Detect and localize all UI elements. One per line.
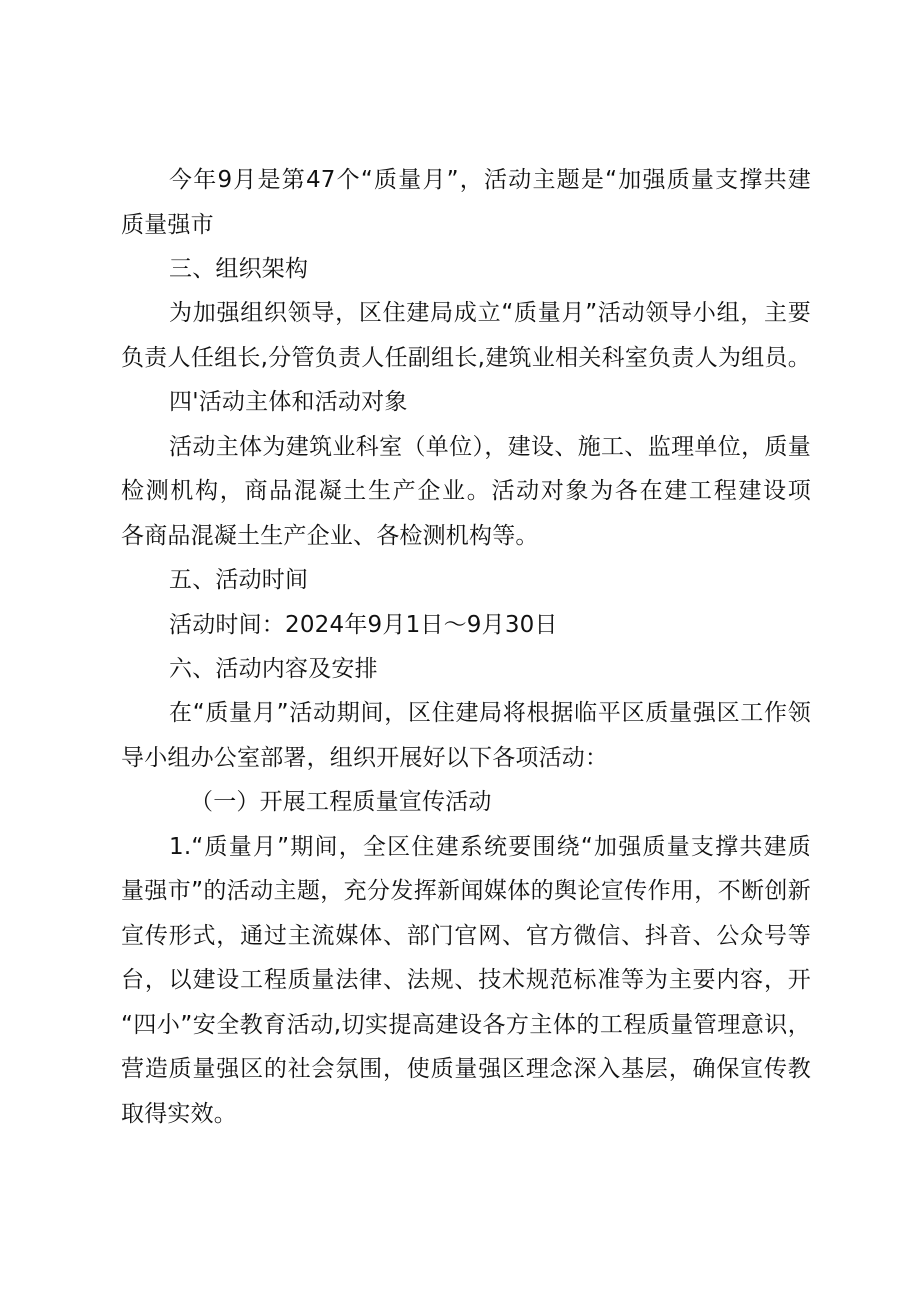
- paragraph-publicity-line-1: 1.“质量月”期间，全区住建系统要围绕“加强质量支撑共建质: [169, 834, 811, 860]
- paragraph-organization-line-1: 为加强组织领导，区住建局成立“质量月”活动领导小组，主要: [169, 300, 811, 326]
- paragraph-organization-line-2: 负责人任组长,分管负责人任副组长,建筑业相关科室负责人为组员。: [121, 345, 811, 371]
- paragraph-time: 活动时间：2024年9月1日〜9月30日: [169, 612, 558, 638]
- paragraph-publicity-line-5: “四小”安全教育活动,切实提高建设各方主体的工程质量管理意识，: [121, 1012, 811, 1038]
- subheading-publicity: （一）开展工程质量宣传活动: [190, 789, 492, 815]
- paragraph-subjects-line-2: 检测机构，商品混凝土生产企业。活动对象为各在建工程建设项: [121, 478, 811, 504]
- paragraph-theme-line-1: 今年9月是第47个“质量月”，活动主题是“加强质量支撑共建: [169, 167, 811, 193]
- paragraph-publicity-line-7: 取得实效。: [121, 1101, 237, 1127]
- paragraph-publicity-line-3: 宣传形式，通过主流媒体、部门官网、官方微信、抖音、公众号等: [121, 923, 811, 949]
- paragraph-subjects-line-1: 活动主体为建筑业科室（单位），建设、施工、监理单位，质量: [169, 434, 811, 460]
- paragraph-content-line-2: 导小组办公室部署，组织开展好以下各项活动：: [121, 745, 609, 771]
- heading-content: 六、活动内容及安排: [169, 656, 378, 682]
- paragraph-theme-line-2: 质量强市: [121, 212, 214, 238]
- paragraph-publicity-line-6: 营造质量强区的社会氛围，使质量强区理念深入基层，确保宣传教: [121, 1056, 811, 1082]
- paragraph-publicity-line-4: 台，以建设工程质量法律、法规、技术规范标准等为主要内容，开: [121, 967, 811, 993]
- heading-time: 五、活动时间: [169, 567, 309, 593]
- paragraph-content-line-1: 在“质量月”活动期间，区住建局将根据临平区质量强区工作领: [169, 700, 811, 726]
- paragraph-publicity-line-2: 量强市”的活动主题，充分发挥新闻媒体的舆论宣传作用，不断创新: [121, 878, 811, 904]
- heading-subjects: 四'活动主体和活动对象: [169, 389, 408, 415]
- paragraph-subjects-line-3: 各商品混凝土生产企业、各检测机构等。: [121, 523, 539, 549]
- heading-organization: 三、组织架构: [169, 256, 309, 282]
